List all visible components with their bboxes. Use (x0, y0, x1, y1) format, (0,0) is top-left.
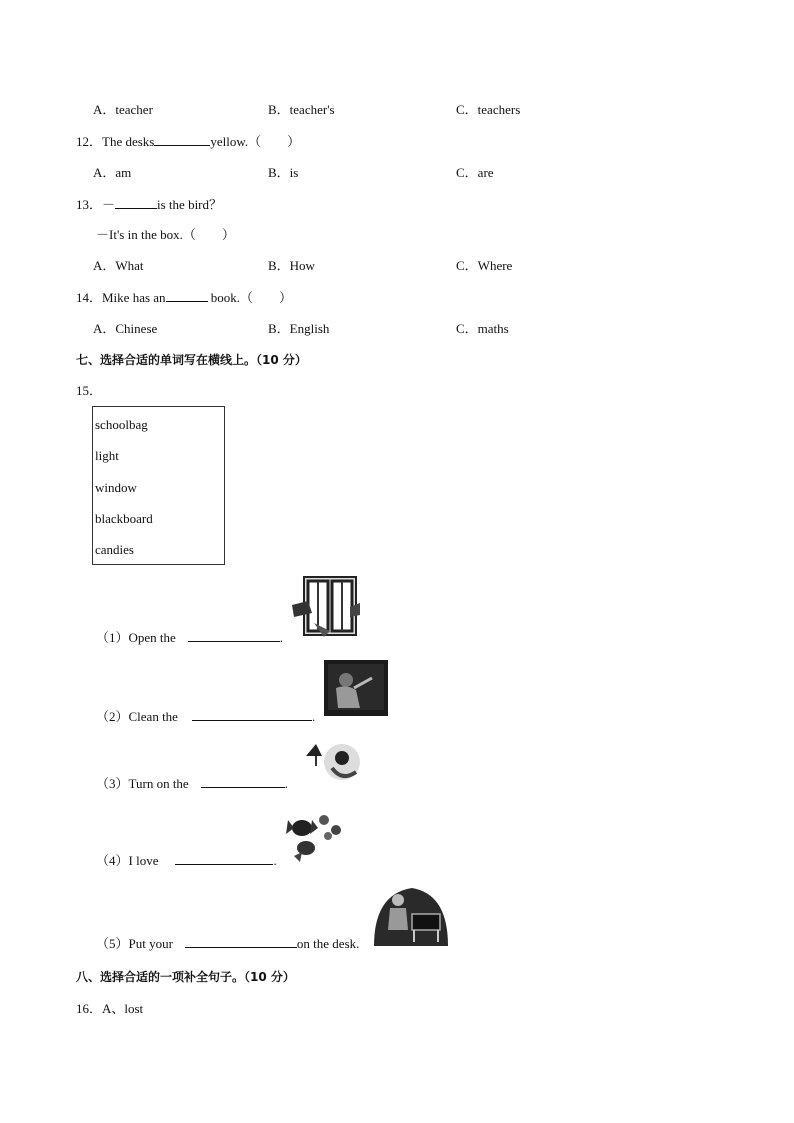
word-bank-word: light (95, 448, 119, 463)
q15-item-5-end: on the desk. (296, 936, 360, 951)
q15-item-3 (96, 775, 288, 792)
q15-item-4-blank (175, 852, 273, 865)
q14-blank (166, 289, 208, 302)
q12-option-a: A．am (93, 165, 132, 180)
q13-option-a: A．What (93, 258, 144, 273)
q11-option-b: B．teacher's (268, 102, 335, 117)
q14-question (76, 289, 292, 306)
blackboard-picture (322, 658, 390, 718)
q13-option-b: B．How (268, 258, 315, 273)
word-bank-word: blackboard (95, 511, 153, 526)
q15-item-5 (96, 935, 359, 952)
q14-stem-start: 14．Mike has an (76, 290, 166, 305)
q15-item-4 (96, 852, 277, 869)
q15-item-2-end: . (311, 709, 316, 724)
q12-blank (154, 133, 210, 146)
window-picture (290, 573, 362, 639)
q12-stem-end: yellow.（ ） (210, 134, 301, 149)
q13-answer-line: －It's in the box.（ ） (96, 227, 235, 242)
q11-option-a: A．teacher (93, 102, 153, 117)
q15-item-3-blank (201, 775, 285, 788)
word-bank-box (92, 406, 225, 565)
q15-item-3-label: （3）Turn on the (96, 776, 189, 791)
q15-item-3-end: . (284, 776, 288, 791)
q13-stem-end: is the bird？ (157, 197, 223, 212)
candies-picture (282, 806, 348, 864)
q11-option-c: C．teachers (456, 102, 521, 117)
q15-item-2-label: （2）Clean the (96, 709, 178, 724)
q15-item-1-end: . (279, 630, 284, 645)
q15-item-1-blank (188, 629, 280, 642)
q12-option-c: C．are (456, 165, 494, 180)
q15-item-4-label: （4）I love (96, 853, 159, 868)
q16-text: 16．A、lost (76, 1001, 144, 1016)
q15-item-5-label: （5）Put your (96, 936, 173, 951)
q14-option-a: A．Chinese (93, 321, 158, 336)
section-7-heading: 七、选择合适的单词写在横线上。（10 分） (76, 353, 307, 367)
word-bank-word: candies (95, 542, 134, 557)
q15-item-5-blank (185, 935, 297, 948)
q15-item-4-end: . (273, 853, 277, 868)
q12-option-b: B．is (268, 165, 299, 180)
q15-item-1-label: （1）Open the (96, 630, 176, 645)
q13-blank (115, 196, 157, 209)
word-bank-word: window (95, 480, 137, 495)
q13-stem-start: 13．－ (76, 197, 116, 212)
q14-stem-end: book.（ ） (207, 290, 293, 305)
q15-item-1 (96, 629, 283, 646)
q13-question (76, 196, 222, 213)
q12-question (76, 133, 300, 150)
word-bank-word: schoolbag (95, 417, 148, 432)
section-8-heading: 八、选择合适的一项补全句子。（10 分） (76, 970, 295, 984)
light-picture (302, 738, 364, 786)
q14-option-b: B．English (268, 321, 330, 336)
q15-item-2 (96, 708, 315, 725)
schoolbag-picture (372, 884, 450, 946)
q15-number: 15． (76, 383, 103, 398)
q15-item-2-blank (192, 708, 312, 721)
q13-option-c: C．Where (456, 258, 513, 273)
q12-stem-start: 12．The desks (76, 134, 155, 149)
q14-option-c: C．maths (456, 321, 509, 336)
